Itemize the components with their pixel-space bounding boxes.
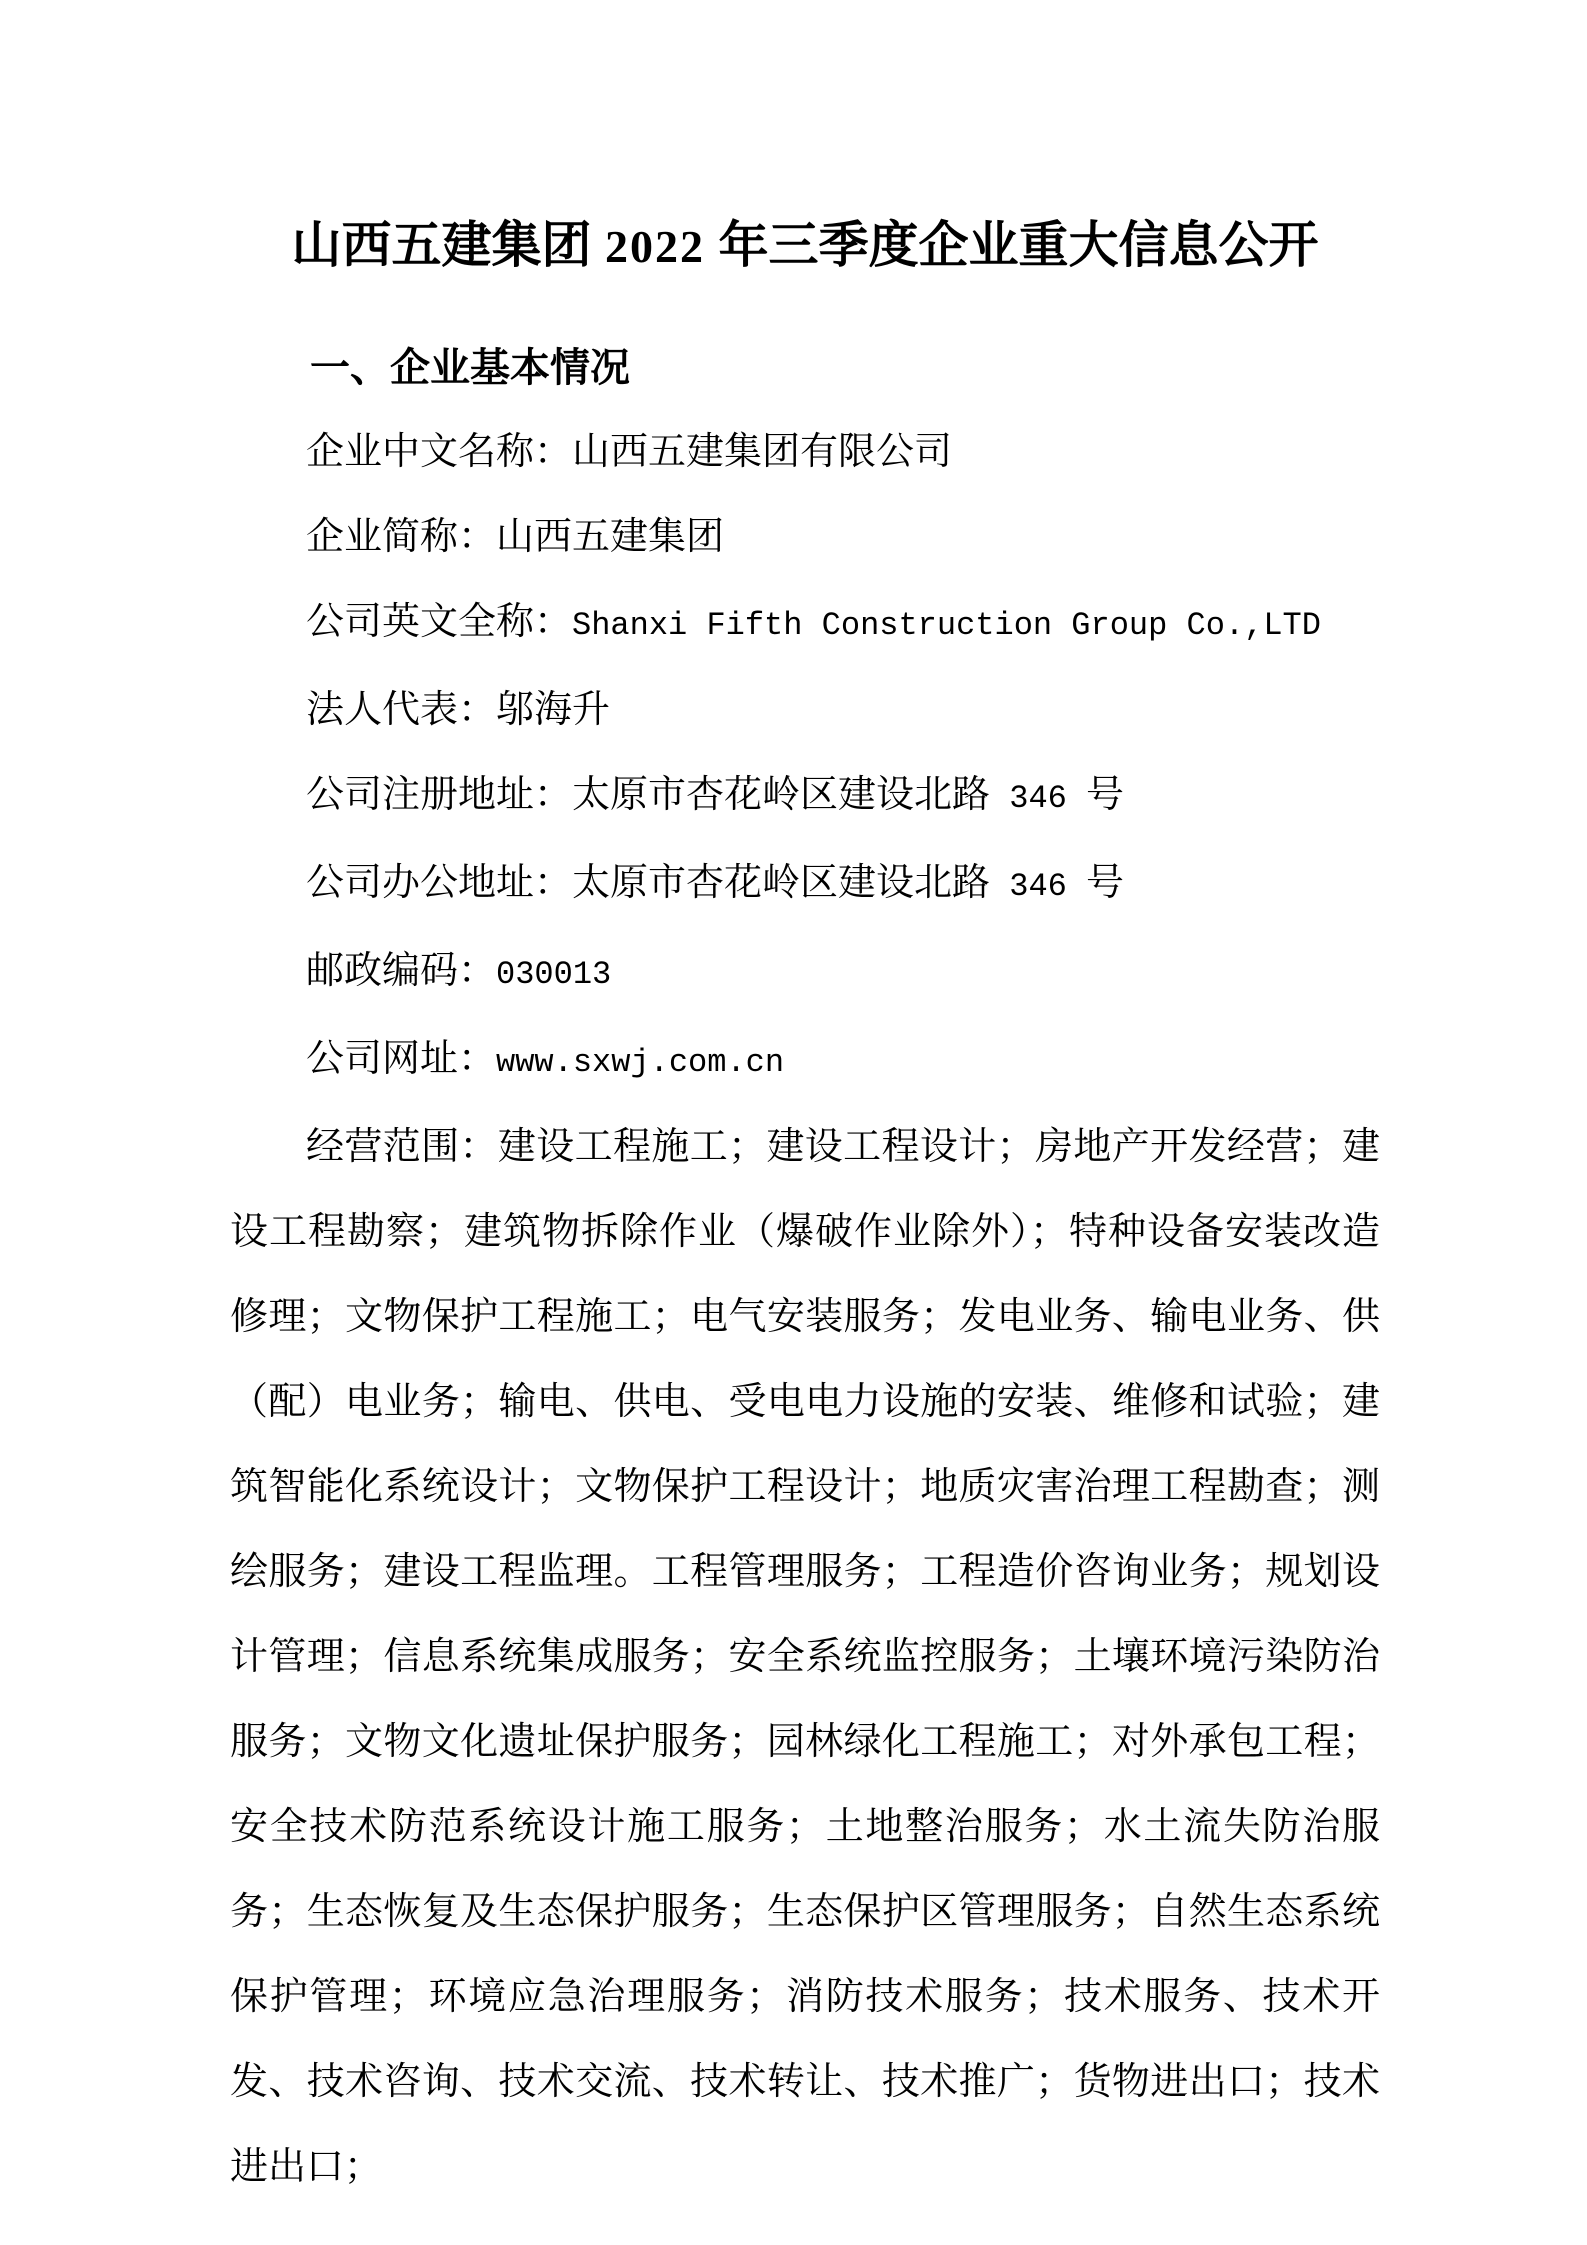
info-value: 太原市杏花岭区建设北路 346 号	[572, 862, 1125, 905]
info-line-registered-address	[230, 753, 1380, 841]
info-line-office-address	[230, 841, 1380, 929]
info-value: 山西五建集团	[496, 516, 725, 558]
info-line-english-name	[230, 580, 1380, 668]
info-line-postal-code	[230, 929, 1380, 1017]
info-value: 山西五建集团有限公司	[572, 431, 953, 473]
info-label: 邮政编码：	[306, 950, 497, 992]
info-label: 企业简称：	[306, 516, 497, 558]
info-label: 公司注册地址：	[306, 774, 573, 816]
info-label: 法人代表：	[306, 689, 497, 731]
info-line-legal-representative	[230, 668, 1380, 753]
info-line-short-name	[230, 495, 1380, 580]
info-value: 030013	[496, 956, 612, 993]
info-value: 邬海升	[496, 689, 611, 731]
info-label: 公司网址：	[306, 1038, 497, 1080]
info-value: Shanxi Fifth Construction Group Co.,LTD	[572, 607, 1321, 644]
info-label: 企业中文名称：	[306, 431, 573, 473]
info-line-website	[230, 1017, 1380, 1105]
document-title: 山西五建集团 2022 年三季度企业重大信息公开	[291, 217, 1319, 273]
info-label: 公司英文全称：	[306, 601, 573, 643]
info-value: 太原市杏花岭区建设北路 346 号	[572, 774, 1125, 817]
business-scope-paragraph: 经营范围：建设工程施工；建设工程设计；房地产开发经营；建设工程勘察；建筑物拆除作业（爆破作业除外）；特种设备安装改造修理；文物保护工程施工；电气安装服务；发电业务、输电业务、供（配）电业务；输电、供电、受电电力设施的安装、维修和试验；建筑智能化系统设计；文物保护工程设计；地质灾害治理工程勘查；测绘服务；建设工程监理。工程管理服务；工程造价咨询业务；规划设计管理；信息系统集成服务；安全系统监控服务；土壤环境污染防治服务；文物文化遗址保护服务；园林绿化工程施工；对外承包工程；安全技术防范系统设计施工服务；土地整治服务；水土流失防治服务；生态恢复及生态保护服务；生态保护区管理服务；自然生态系统保护管理；环境应急治理服务；消防技术服务；技术服务、技术开发、技术咨询、技术交流、技术转让、技术推广；货物进出口；技术进出口；	[230, 1126, 1380, 2188]
section-heading-basic-info: 一、企业基本情况	[310, 345, 630, 390]
info-label: 公司办公地址：	[306, 862, 573, 904]
info-value: www.sxwj.com.cn	[496, 1044, 785, 1081]
info-line-chinese-name	[230, 410, 1380, 495]
